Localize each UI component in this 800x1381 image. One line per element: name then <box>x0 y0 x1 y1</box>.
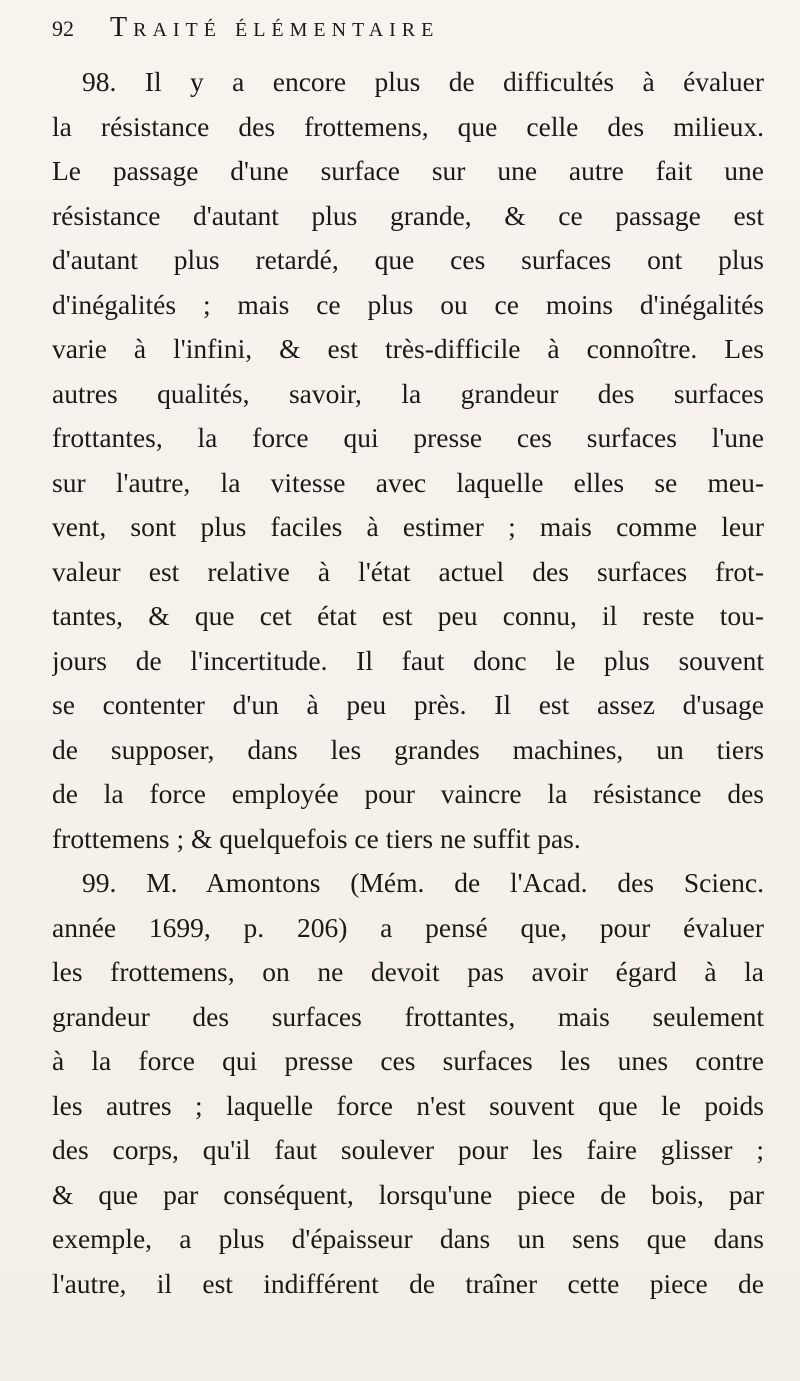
text-line: des corps, qu'il faut soulever pour les faire glisser ; <box>52 1134 764 1165</box>
text-line: valeur est relative à l'état actuel des surfaces frot- <box>52 555 764 587</box>
text-line: de la force employée pour vaincre la résistance des <box>52 778 764 809</box>
text-line: les frottemens, on ne devoit pas avoir égard à la <box>52 956 764 987</box>
page-number: 92 <box>52 16 74 41</box>
text-line: d'inégalités ; mais ce plus ou ce moins d'inégalités <box>52 288 764 320</box>
text-line: année 1699, p. 206) a pensé que, pour évaluer <box>52 911 764 943</box>
running-title: Traité élémentaire <box>110 12 440 43</box>
text-line: varie à l'infini, & est très-difficile à connoître. Les <box>52 333 764 364</box>
text-line: Le passage d'une surface sur une autre fait une <box>52 155 764 186</box>
text-line: frottantes, la force qui presse ces surfaces l'une <box>52 422 764 453</box>
text-line: tantes, & que cet état est peu connu, il reste tou- <box>52 600 764 631</box>
text-line: la résistance des frottemens, que celle des milieux. <box>52 110 764 142</box>
text-line: d'autant plus retardé, que ces surfaces ont plus <box>52 244 764 275</box>
text-line: frottemens ; & quelquefois ce tiers ne suffit pas. <box>52 822 581 854</box>
text-line: à la force qui presse ces surfaces les unes contre <box>52 1045 764 1076</box>
text-line: 99. M. Amontons (Mém. de l'Acad. des Scienc. <box>82 867 764 898</box>
text-line: exemple, a plus d'épaisseur dans un sens que dans <box>52 1223 764 1254</box>
body-text <box>52 60 764 1306</box>
text-line: vent, sont plus faciles à estimer ; mais comme leur <box>52 511 764 542</box>
text-line: l'autre, il est indifférent de traîner cette piece de <box>52 1267 764 1299</box>
text-line: sur l'autre, la vitesse avec laquelle elles se meu- <box>52 466 764 498</box>
running-head <box>52 12 772 48</box>
text-line: résistance d'autant plus grande, & ce passage est <box>52 199 764 231</box>
text-line: autres qualités, savoir, la grandeur des surfaces <box>52 377 764 409</box>
text-line: les autres ; laquelle force n'est souvent que le poids <box>52 1089 764 1121</box>
text-line: se contenter d'un à peu près. Il est assez d'usage <box>52 689 764 720</box>
text-line: 98. Il y a encore plus de difficultés à évaluer <box>82 66 764 97</box>
text-line: de supposer, dans les grandes machines, un tiers <box>52 733 764 765</box>
text-line: & que par conséquent, lorsqu'une piece de bois, par <box>52 1178 764 1210</box>
text-line: jours de l'incertitude. Il faut donc le plus souvent <box>52 644 764 676</box>
text-line: grandeur des surfaces frottantes, mais seulement <box>52 1000 764 1032</box>
